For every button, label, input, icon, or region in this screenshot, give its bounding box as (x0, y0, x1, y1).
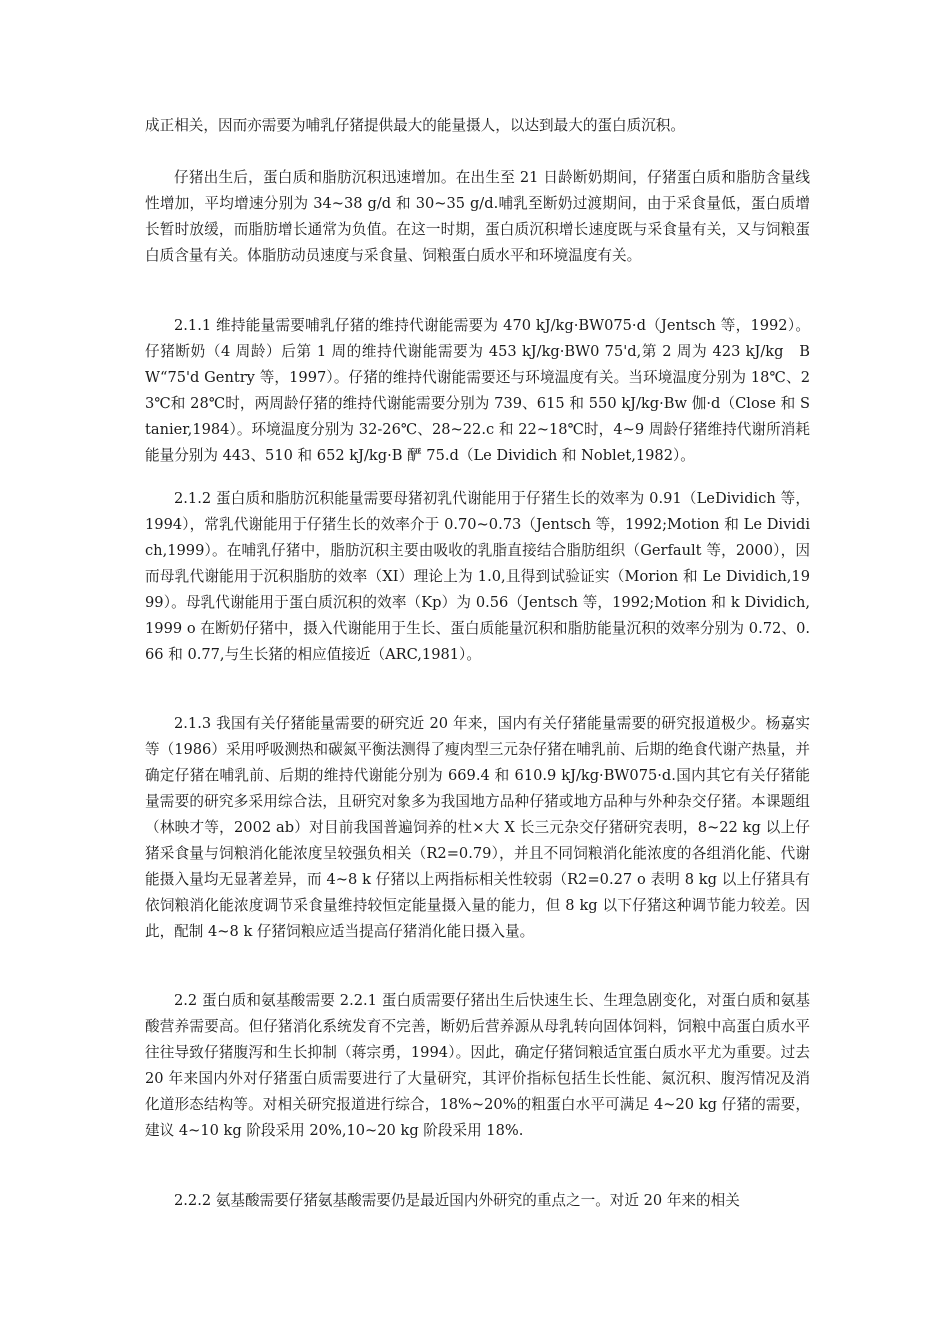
paragraph-6: 2.2 蛋白质和氨基酸需要 2.2.1 蛋白质需要仔猪出生后快速生长、生理急剧变化，对蛋白质和氨基酸营养需要高。但仔猪消化系统发育不完善，断奶后营养源从母乳转向固体饲料，饲粮中高蛋白质水平往往导致仔猪腹泻和生长抑制（蒋宗勇，1994）。因此，确定仔猪饲粮适宜蛋白质水平尤为重要。过去 20 年来国内外对仔猪蛋白质需要进行了大量研究，其评价指标包括生长性能、氮沉积、腹泻情况及消化道形态结构等。对相关研究报道进行综合，18%~20%的粗蛋白水平可满足 4~20 kg 仔猪的需要，建议 4~10 kg 阶段采用 20%,10~20 kg 阶段采用 18%. (145, 992, 810, 1139)
paragraph-1: 成正相关，因而亦需要为哺乳仔猪提供最大的能量摄人，以达到最大的蛋白质沉积。 (145, 117, 685, 134)
paragraph-2: 仔猪出生后，蛋白质和脂肪沉积迅速增加。在出生至 21 日龄断奶期间，仔猪蛋白质和脂肪含量线性增加，平均增速分别为 34~38 g/d 和 30~35 g/d.哺乳至断奶过渡期间，由于采食量低，蛋白质增长暂时放缓，而脂肪增长通常为负值。在这一时期，蛋白质沉积增长速度既与采食量有关，又与饲粮蛋白质含量有关。体脂肪动员速度与采食量、饲粮蛋白质水平和环境温度有关。 (145, 169, 810, 264)
paragraph-3: 2.1.1 维持能量需要哺乳仔猪的维持代谢能需要为 470 kJ/kg·BW075·d（Jentsch 等，1992）。仔猪断奶（4 周龄）后第 1 周的维持代谢能需要为 453 kJ/kg·BW0 75'd,第 2 周为 423 kJ/kg BW“75'd Gentry 等，1997）。仔猪的维持代谢能需要还与环境温度有关。当环境温度分别为 18℃、23℃和 28℃时，两周龄仔猪的维持代谢能需要分别为 739、615 和 550 kJ/kg·Bw 伽·d（Close 和 Stanier,1984）。环境温度分别为 32-26℃、28~22.c 和 22~18℃时，4~9 周龄仔猪维持代谢所消耗能量分别为 443、510 和 652 kJ/kg·B 酽 75.d（Le Dividich 和 Noblet,1982）。 (145, 317, 810, 464)
paragraph-4: 2.1.2 蛋白质和脂肪沉积能量需要母猪初乳代谢能用于仔猪生长的效率为 0.91（LeDividich 等，1994），常乳代谢能用于仔猪生长的效率介于 0.70~0.73（Jentsch 等，1992;Motion 和 Le Dividich,1999）。在哺乳仔猪中，脂肪沉积主要由吸收的乳脂直接结合脂肪组织（Gerfault 等，2000），因而母乳代谢能用于沉积脂肪的效率（XI）理论上为 1.0,且得到试验证实（Morion 和 Le Dividich,1999）。母乳代谢能用于蛋白质沉积的效率（Kp）为 0.56（Jentsch 等，1992;Motion 和 k Dividich,1999 o 在断奶仔猪中，摄入代谢能用于生长、蛋白质能量沉积和脂肪能量沉积的效率分别为 0.72、0.66 和 0.77,与生长猪的相应值接近（ARC,1981）。 (145, 490, 810, 663)
paragraph-7: 2.2.2 氨基酸需要仔猪氨基酸需要仍是最近国内外研究的重点之一。对近 20 年来的相关 (174, 1192, 740, 1209)
paragraph-5: 2.1.3 我国有关仔猪能量需要的研究近 20 年来，国内有关仔猪能量需要的研究报道极少。杨嘉实等（1986）采用呼吸测热和碳氮平衡法测得了瘦肉型三元杂仔猪在哺乳前、后期的绝食代谢产热量，并确定仔猪在哺乳前、后期的维持代谢能分别为 669.4 和 610.9 kJ/kg·BW075·d.国内其它有关仔猪能量需要的研究多采用综合法，且研究对象多为我国地方品种仔猪或地方品种与外种杂交仔猪。本课题组（林映才等，2002 ab）对目前我国普遍饲养的杜×大 X 长三元杂交仔猪研究表明，8~22 kg 以上仔猪采食量与饲粮消化能浓度呈较强负相关（R2=0.79），并且不同饲粮消化能浓度的各组消化能、代谢能摄入量均无显著差异，而 4~8 k 仔猪以上两指标相关性较弱（R2=0.27 o 表明 8 kg 以上仔猪具有依饲粮消化能浓度调节采食量维持较恒定能量摄入量的能力，但 8 kg 以下仔猪这种调节能力较差。因此，配制 4~8 k 仔猪饲粮应适当提高仔猪消化能日摄入量。 (145, 715, 810, 940)
